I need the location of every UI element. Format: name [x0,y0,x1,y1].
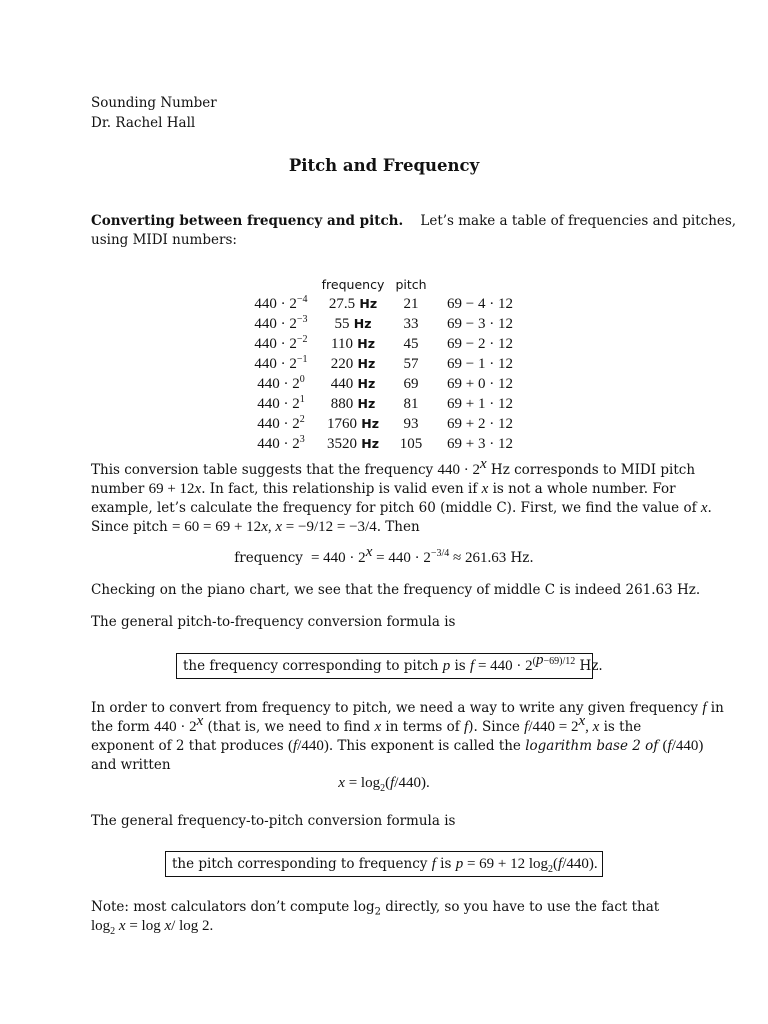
table-header-row [248,275,530,294]
table-row [248,354,530,374]
table-row [248,294,530,314]
page-title: Pitch and Frequency [288,156,480,175]
table-row [248,394,530,414]
pitch-formula: 69 + 1 · 12 [447,395,513,412]
note-line-2: $\log_2 x = \log x/$ log 2. [91,918,214,937]
general-formula-intro-2: The general frequency-to-pitch conversion formula is [91,813,456,829]
power-expression: $440 \cdot 2^{-3}$ [254,313,308,332]
table-row [248,414,530,434]
para1-line-4: Since pitch = 60 = 69 + 12x, x = −9/12 = −3/4. Then [91,519,420,535]
note-line-1: Note: most calculators don’t compute $\log_2$ directly, so you have to use the fact that [91,899,660,918]
pitch-value: 21 [403,295,419,312]
para2-line-2: the form $440 \cdot 2^x$ (that is, we need to find x in terms of f). Since $f/440 = 2^x$, x is the [91,713,642,735]
equation-log: $x = \log_2(f/440)$. [338,775,430,794]
power-expression: $440 \cdot 2^1$ [257,393,305,412]
power-expression: $440 \cdot 2^3$ [257,433,305,452]
power-expression: $440 \cdot 2^0$ [257,373,305,392]
para1-line-2: number 69 + 12x. In fact, this relationship is valid even if x is not a whole number. For [91,481,676,497]
intro-line-1 [91,213,736,229]
pitch-formula: 69 + 2 · 12 [447,415,513,432]
frequency-pitch-table [248,275,530,454]
frequency-value: 55 Hz [334,316,372,332]
pitch-value: 93 [403,415,419,432]
column-header-pitch: pitch [395,277,427,292]
para1-line-1: This conversion table suggests that the frequency $440 \cdot 2^x$ Hz corresponds to MIDI pitch [91,456,696,478]
frequency-value: 220 Hz [330,356,376,372]
table-row [248,314,530,334]
power-expression: $440 \cdot 2^{-1}$ [254,353,308,372]
pitch-formula: 69 + 3 · 12 [447,435,513,452]
pitch-value: 57 [403,355,419,372]
frequency-value: 1760 Hz [326,416,380,432]
para2-line-3: exponent of 2 that produces (f/440). This exponent is called the logarithm base 2 of (f/440) [91,738,704,754]
pitch-to-frequency-formula-box: the frequency corresponding to pitch p is $f = 440 \cdot 2^{(p-69)/12}$ Hz. [176,653,593,679]
pitch-formula: 69 − 1 · 12 [447,355,513,372]
pitch-formula: 69 − 4 · 12 [447,295,513,312]
frequency-value: 440 Hz [330,376,376,392]
frequency-value: 3520 Hz [326,436,380,452]
para2-line-4: and written [91,757,171,773]
intro-text: Let’s make a table of frequencies and pitches, [420,213,737,229]
frequency-value: 880 Hz [330,396,376,412]
table-row [248,334,530,354]
table-row [248,374,530,394]
general-formula-intro-1: The general pitch-to-frequency conversion formula is [91,614,456,630]
pitch-formula: 69 − 3 · 12 [447,315,513,332]
pitch-value: 69 [403,375,419,392]
course-name: Sounding Number [91,95,217,111]
table-row [248,434,530,454]
pitch-formula: 69 + 0 · 12 [447,375,513,392]
pitch-value: 105 [399,435,423,452]
frequency-value: 27.5 Hz [328,296,378,312]
power-expression: $440 \cdot 2^2$ [257,413,305,432]
author-name: Dr. Rachel Hall [91,115,196,131]
power-expression: $440 \cdot 2^{-2}$ [254,333,308,352]
pitch-value: 45 [403,335,419,352]
pitch-formula: 69 − 2 · 12 [447,335,513,352]
pitch-value: 33 [403,315,419,332]
intro-line-2: using MIDI numbers: [91,232,237,248]
frequency-value: 110 Hz [331,336,375,352]
pitch-value: 81 [403,395,419,412]
power-expression: $440 \cdot 2^{-4}$ [254,293,308,312]
para2-line-1: In order to convert from frequency to pitch, we need a way to write any given frequency f in [91,700,724,716]
check-text: Checking on the piano chart, we see that the frequency of middle C is indeed 261.63 Hz. [91,582,701,598]
equation-frequency: frequency = $440 \cdot 2^x = 440 \cdot 2^{-3/4} \approx 261.63$ Hz. [234,544,534,566]
para1-line-3: example, let’s calculate the frequency for pitch 60 (middle C). First, we find the value of x. [91,500,712,516]
frequency-to-pitch-formula-box: the pitch corresponding to frequency f is p = 69 + 12 $\log_2(f/440)$. [165,851,603,877]
intro-heading: Converting between frequency and pitch. [91,213,404,229]
column-header-frequency: frequency [321,277,385,292]
